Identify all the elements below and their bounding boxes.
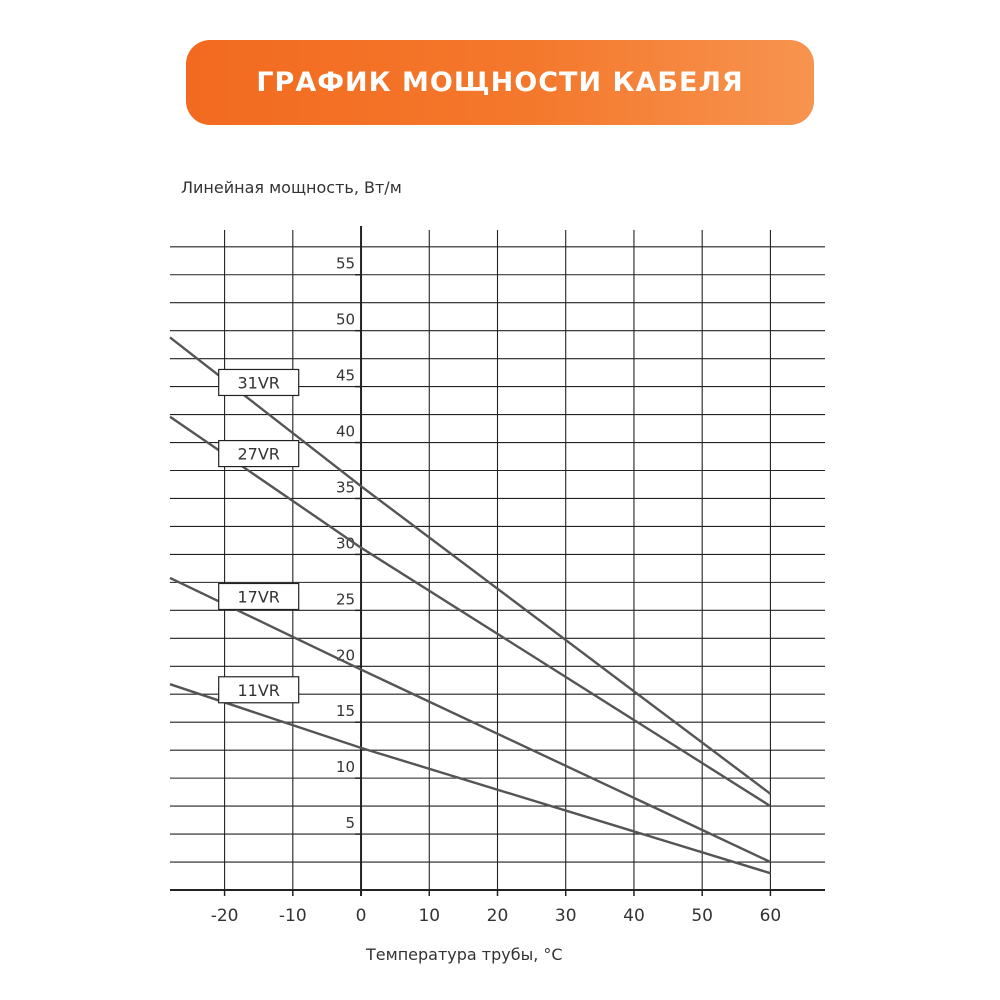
y-tick-label: 55 [335,254,356,273]
y-tick-label: 10 [335,758,356,777]
x-tick-label: 50 [691,906,714,926]
x-tick-label: 60 [759,906,782,926]
y-axis-title: Линейная мощность, Вт/м [181,178,402,197]
x-tick-label: -10 [278,906,307,926]
y-tick-label: 30 [335,534,356,553]
y-tick-label: 5 [345,814,356,833]
series-label: 31VR [237,373,280,393]
y-tick-label: 35 [335,478,356,497]
banner-title: ГРАФИК МОЩНОСТИ КАБЕЛЯ [256,67,744,98]
x-tick-label: 0 [355,906,367,926]
series-line [170,684,770,873]
y-tick-label: 20 [335,646,356,665]
x-tick-label: -20 [210,906,239,926]
x-axis-title: Температура трубы, °C [366,945,563,964]
x-tick-label: 40 [623,906,645,926]
grid [170,230,825,890]
series-line [170,337,770,793]
series-label: 27VR [237,444,280,464]
series-label: 17VR [237,587,280,607]
y-tick-label: 25 [335,590,356,609]
series-line [170,578,770,862]
y-tick-label: 40 [335,422,356,441]
y-tick-label: 45 [335,366,356,385]
x-tick-label: 10 [418,906,441,926]
series-label: 11VR [237,680,280,700]
x-tick-label: 30 [554,906,577,926]
series-labels [219,369,299,702]
y-tick-label: 15 [335,702,356,721]
series-line [170,417,770,806]
x-tick-label: 20 [486,906,509,926]
y-tick-label: 50 [335,310,356,329]
